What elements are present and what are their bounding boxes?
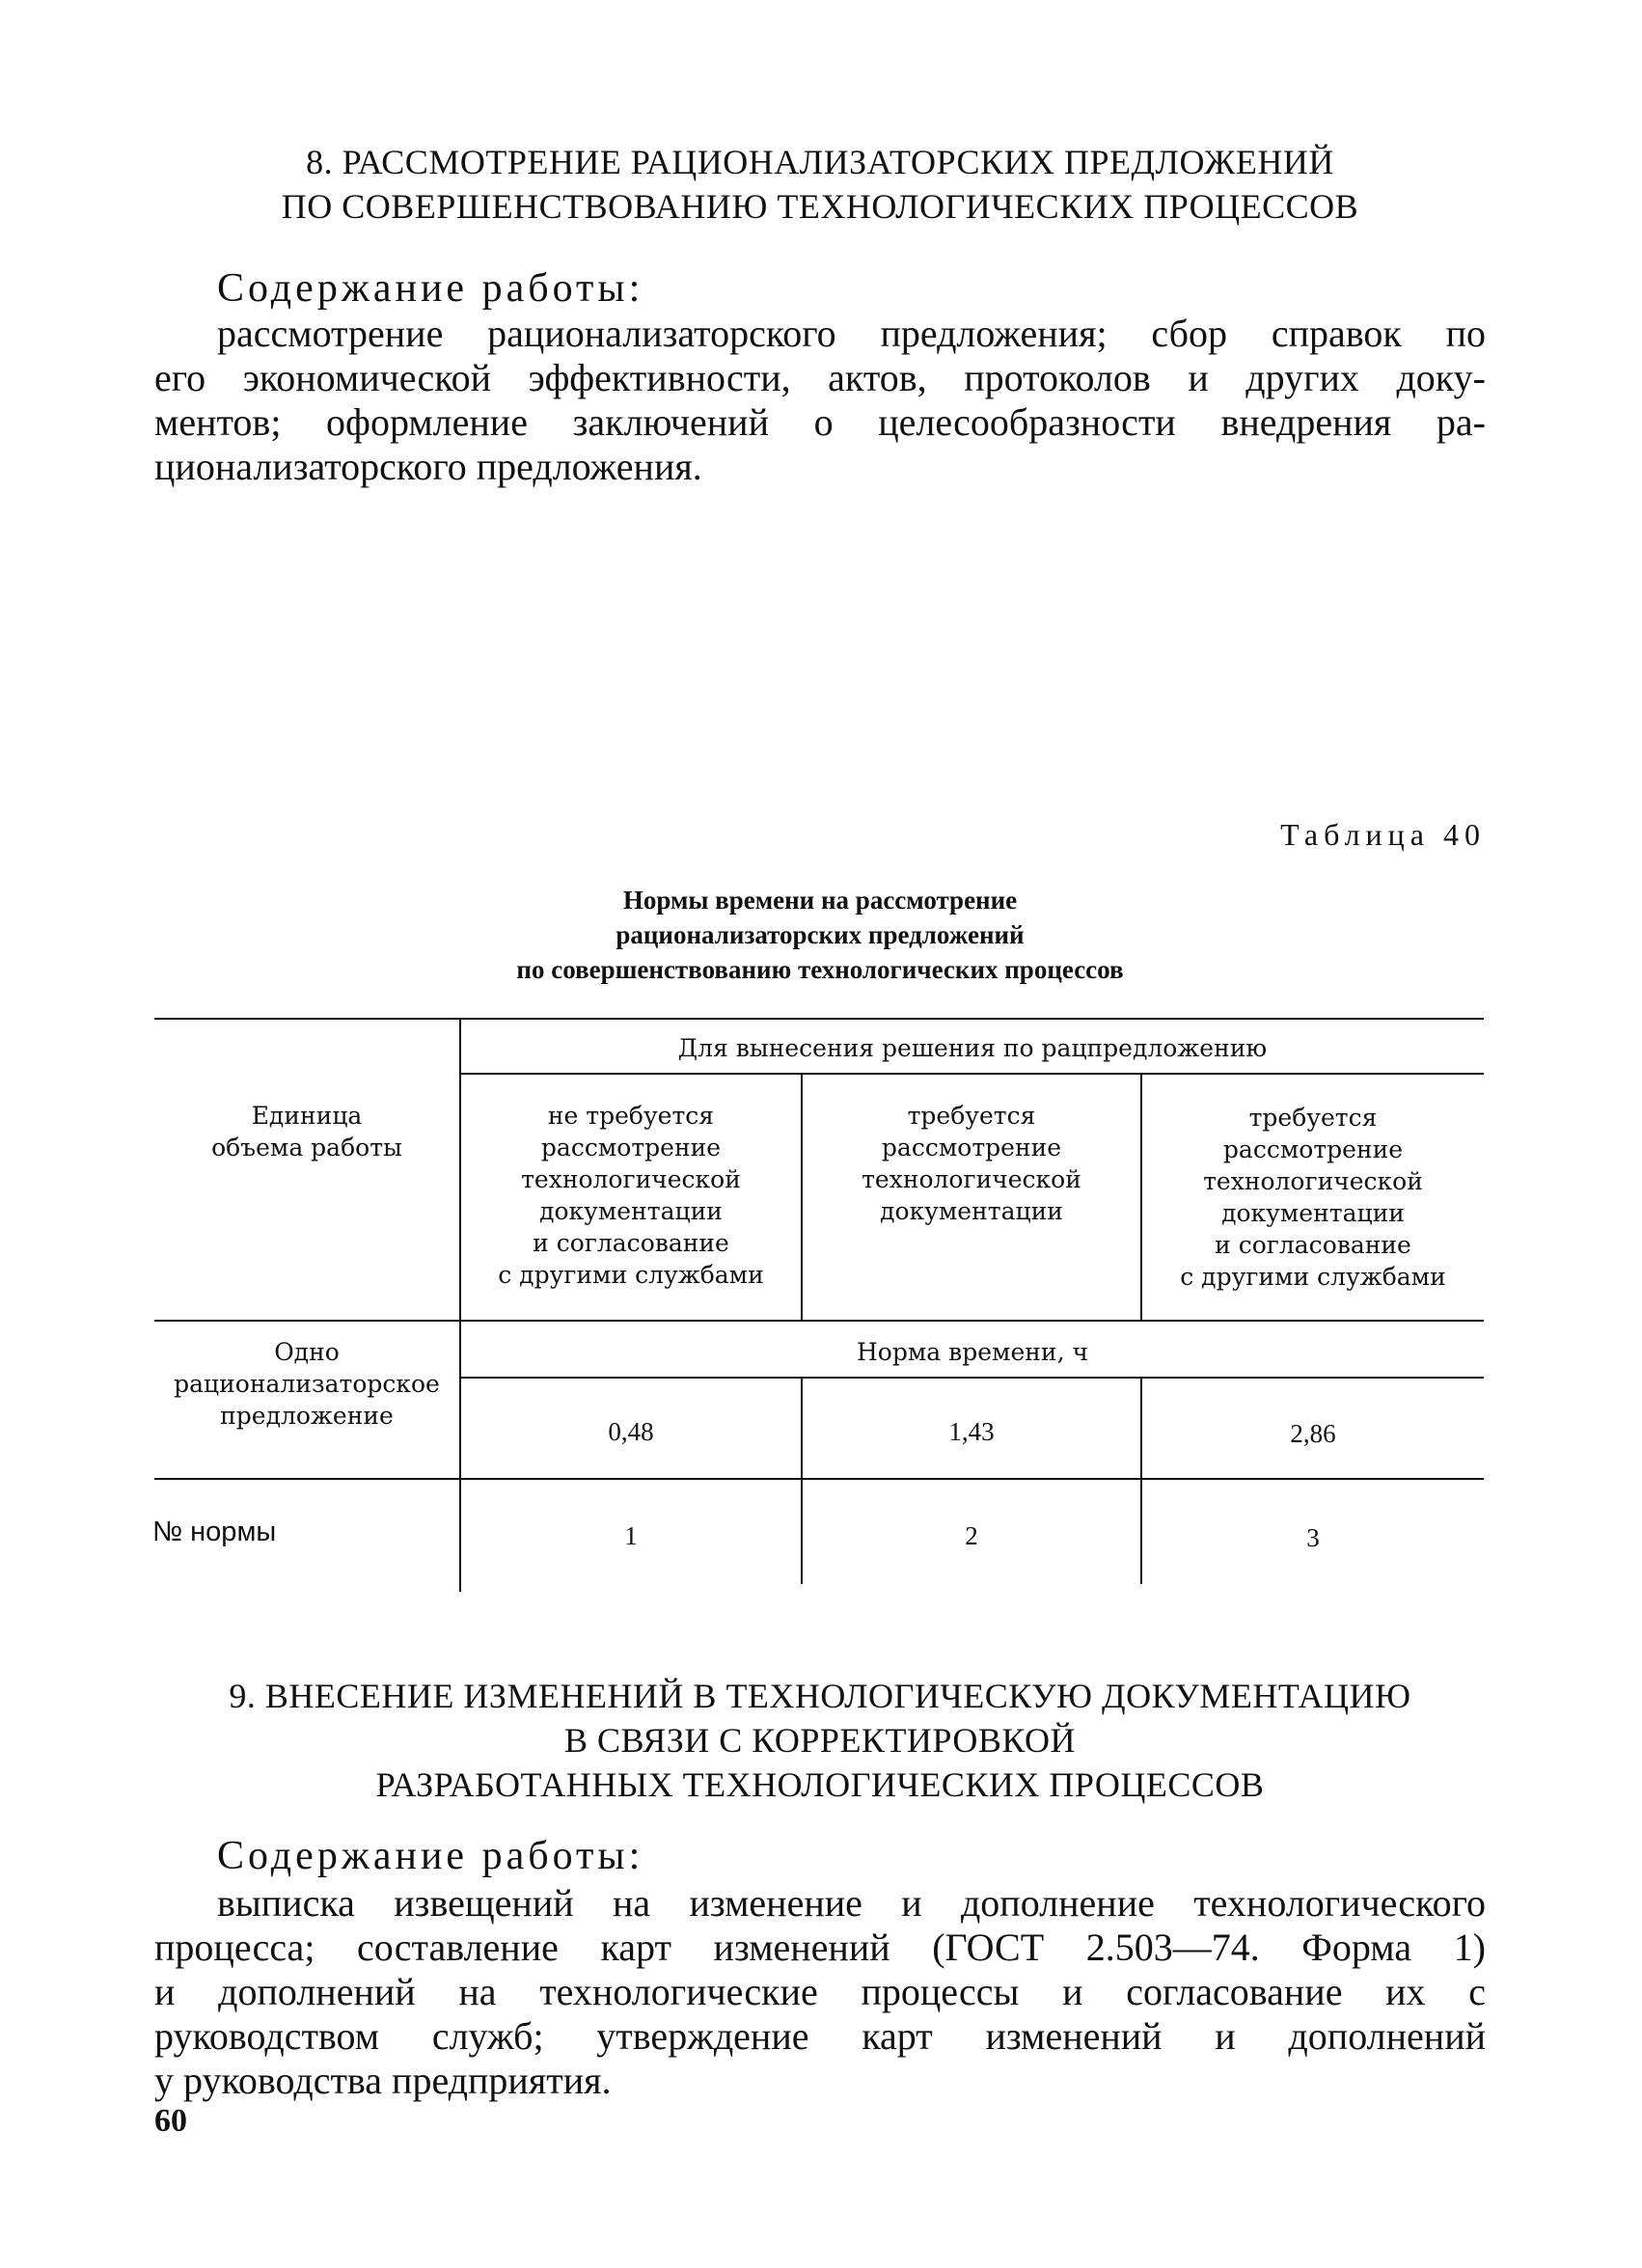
table-vertical-rule [801, 1377, 803, 1584]
unit-header-line: объема работы [211, 1134, 402, 1161]
table-top-rule [154, 1018, 1484, 1020]
section-9-title-line: В СВЯЗИ С КОРРЕКТИРОВКОЙ [563, 1721, 1077, 1760]
paragraph-line: его экономической эффективности, актов, протоколов и других доку- [154, 356, 1486, 399]
norm-number: 1 [624, 1521, 638, 1550]
page-number: 60 [154, 2103, 187, 2139]
column-header-line: документации [1221, 1199, 1405, 1227]
column-header-line: и согласование [533, 1229, 729, 1257]
row-unit-line: рационализаторское [174, 1370, 440, 1398]
paragraph-line: у руководства предприятия. [154, 2059, 612, 2102]
table-norm-header-rule [461, 1377, 1484, 1379]
norm-value: 0,48 [608, 1417, 654, 1446]
row-unit-line: Одно [274, 1338, 340, 1366]
column-header-line: рассмотрение [540, 1134, 722, 1161]
norm-number: 3 [1306, 1523, 1320, 1552]
column-header-line: не требуется [547, 1102, 715, 1130]
paragraph-line: процесса; составление карт изменений (ГОСТ 2.503—74. Форма 1) [154, 1926, 1486, 1969]
paragraph-line: выписка извещений на изменение и дополнение технологического [217, 1881, 1486, 1925]
paragraph-line: ментов; оформление заключений о целесообразности внедрения ра- [154, 400, 1486, 444]
column-header-line: технологической [521, 1165, 741, 1193]
paragraph-line: рассмотрение рационализаторского предложения; сбор справок по [217, 312, 1486, 355]
column-header-line: требуется [1248, 1104, 1378, 1132]
column-header-line: технологической [1203, 1167, 1423, 1195]
section-8-title [154, 140, 1486, 229]
group-header: Для вынесения решения по рацпредложению [677, 1034, 1268, 1062]
unit-header [154, 1100, 459, 1163]
column-header-line: и согласование [1215, 1231, 1411, 1259]
table-caption-line: Нормы времени на рассмотрение [622, 886, 1018, 915]
section-9-paragraph [154, 1881, 1486, 2103]
paragraph-line: и дополнений на технологические процессы и согласование их с [154, 1970, 1486, 2013]
column-header-line: документации [880, 1197, 1063, 1225]
section-8-title-line: 8. РАССМОТРЕНИЕ РАЦИОНАЛИЗАТОРСКИХ ПРЕДЛОЖЕНИЙ [306, 143, 1334, 181]
table-caption-line: по совершенствованию технологических процессов [516, 955, 1124, 984]
unit-header-line: Единица [251, 1102, 363, 1130]
column-header-line: документации [539, 1197, 723, 1225]
column-3-header [1142, 1102, 1484, 1293]
column-header-line: требуется [907, 1102, 1036, 1130]
row-unit-label [154, 1336, 459, 1432]
norm-number-label: № нормы [152, 1517, 277, 1547]
table-label: Таблица 40 [1280, 817, 1486, 852]
column-header-line: рассмотрение [881, 1134, 1062, 1161]
column-2-header [803, 1100, 1140, 1227]
section-9-title-line: 9. ВНЕСЕНИЕ ИЗМЕНЕНИЙ В ТЕХНОЛОГИЧЕСКУЮ ДОКУМЕНТАЦИЮ [229, 1677, 1411, 1715]
norm-time-header: Норма времени, ч [856, 1338, 1088, 1366]
section-8-title-line: ПО СОВЕРШЕНСТВОВАНИЮ ТЕХНОЛОГИЧЕСКИХ ПРОЦЕССОВ [281, 187, 1359, 226]
column-header-line: технологической [862, 1165, 1081, 1193]
section-9-content-heading: Содержание работы: [217, 1834, 644, 1878]
table-caption-line: рационализаторских предложений [616, 920, 1025, 949]
paragraph-line: ционализаторского предложения. [154, 445, 702, 488]
column-header-line: с другими службами [1180, 1263, 1446, 1291]
section-9-title [154, 1674, 1486, 1807]
column-1-header [461, 1100, 801, 1291]
table-values-rule [154, 1478, 1484, 1480]
table-group-rule [461, 1073, 1484, 1075]
table-caption [289, 883, 1351, 987]
section-8-paragraph [154, 312, 1486, 489]
norm-value: 1,43 [948, 1417, 995, 1446]
row-unit-line: предложение [220, 1402, 394, 1430]
section-8-content-heading: Содержание работы: [217, 266, 644, 311]
paragraph-line: руководством служб; утверждение карт изменений и дополнений [154, 2014, 1486, 2058]
norm-value: 2,86 [1290, 1419, 1336, 1448]
table-header-rule [154, 1320, 1484, 1322]
norm-number: 2 [965, 1521, 978, 1550]
column-header-line: рассмотрение [1222, 1135, 1404, 1163]
column-header-line: с другими службами [498, 1261, 764, 1289]
section-9-title-line: РАЗРАБОТАННЫХ ТЕХНОЛОГИЧЕСКИХ ПРОЦЕССОВ [375, 1765, 1265, 1804]
